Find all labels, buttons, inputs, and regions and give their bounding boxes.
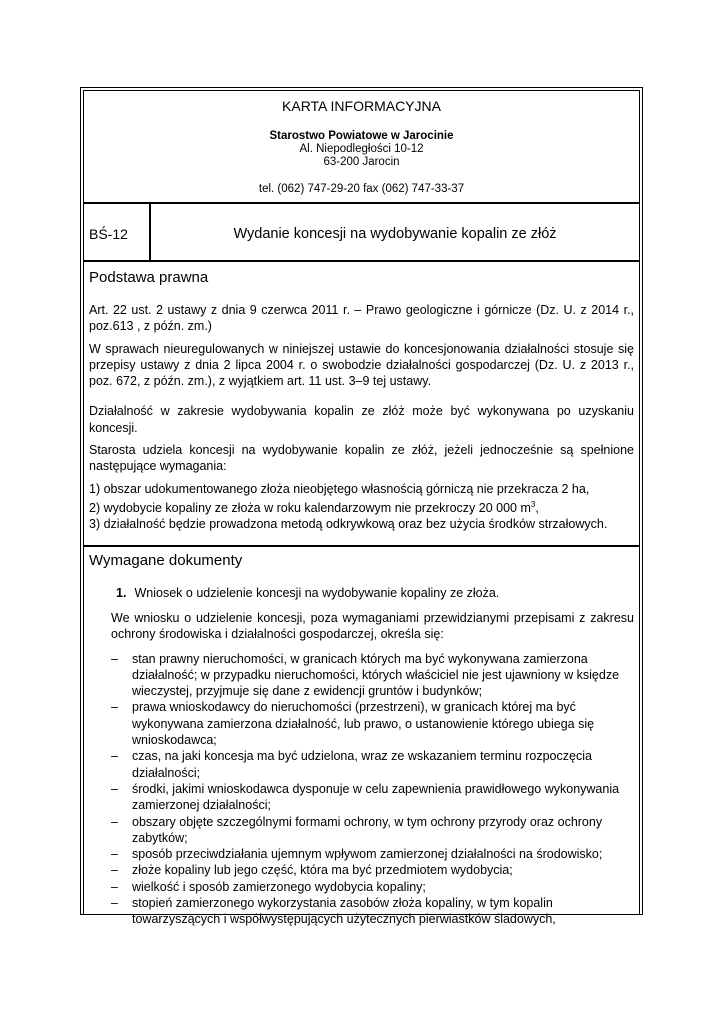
legal-paragraph-2: W sprawach nieuregulowanych w niniejszej ustawie do koncesjonowania działalności stosuje się przepisy ustawy z dnia 2 lipca 2004 r. o swobodzie działalności gospodarczej (Dz. U. z 2013 r., poz. 672, z późn. zm.), z wyjątkiem art. 11 ust. 3–9 tej ustawy. xyxy=(89,341,634,389)
office-city: 63-200 Jarocin xyxy=(323,156,400,168)
list-item: – prawa wnioskodawcy do nieruchomości (przestrzeni), w granicach której ma być wykonywana zamierzona działalność, lub prawo, o ustanowienie którego ubiega się wnioskodawca; xyxy=(111,700,595,748)
info-card-inner xyxy=(83,90,640,927)
document-item-1 xyxy=(116,585,634,601)
list-item: – stan prawny nieruchomości, w granicach których ma być wykonywana zamierzona działalność; w przypadku nieruchomości, których właściciel nie jest ujawniony w księdze wieczystej, przyjmuje się dane z ewidencji gruntów i budynków; xyxy=(111,651,620,699)
card-title: Wydanie koncesji na wydobywanie kopalin ze złóż xyxy=(233,226,557,242)
requirement-3: 3) działalność będzie prowadzona metodą odkrywkową oraz bez użycia środków strzałowych. xyxy=(89,517,608,532)
list-item: – środki, jakimi wnioskodawca dysponuje w celu zapewnienia prawidłowego wykonywania zamierzonej działalności; xyxy=(111,781,620,813)
application-intro: We wniosku o udzielenie koncesji, poza wymaganiami przewidzianymi przepisami z zakresu ochrony środowiska i działalności gospodarczej, określa się: xyxy=(111,611,634,642)
office-name: Starostwo Powiatowe w Jarocinie xyxy=(269,130,454,142)
legal-paragraph-1: Art. 22 ust. 2 ustawy z dnia 9 czerwca 2011 r. – Prawo geologiczne i górnicze (Dz. U. z 2014 r., poz.613 , z późn. zm.) xyxy=(89,303,634,334)
card-code: BŚ-12 xyxy=(84,204,151,260)
info-card-frame xyxy=(80,87,643,927)
list-item: – obszary objęte szczególnymi formami ochrony, w tym ochrony przyrody oraz ochrony zabytków; xyxy=(111,814,603,845)
document-item-text: Wniosek o udzielenie koncesji na wydobywanie kopaliny ze złoża. xyxy=(134,586,500,600)
office-contact: tel. (062) 747-29-20 fax (062) 747-33-37 xyxy=(258,183,465,195)
legal-basis-section xyxy=(84,262,639,547)
list-item: – stopień zamierzonego wykorzystania zasobów złoża kopaliny, w tym kopalin towarzyszących i współwystępujących użytecznych pierwiastków śladowych, xyxy=(111,896,556,927)
required-documents-section xyxy=(84,547,639,928)
card-header xyxy=(84,91,639,204)
card-header-title: KARTA INFORMACYJNA xyxy=(282,98,441,114)
list-item: – sposób przeciwdziałania ujemnym wpływom zamierzonej działalności na środowisko; xyxy=(111,847,603,862)
list-item: – złoże kopaliny lub jego część, która ma być przedmiotem wydobycia; xyxy=(111,863,513,878)
card-code-row xyxy=(84,204,639,262)
legal-paragraph-3: Działalność w zakresie wydobywania kopalin ze złóż może być wykonywana po uzyskaniu koncesji. xyxy=(89,404,634,435)
application-contents-list xyxy=(89,651,634,928)
document-item-number: 1. xyxy=(116,586,127,600)
requirement-1: 1) obszar udokumentowanego złoża nieobjętego własnością górniczą nie przekracza 2 ha, xyxy=(89,481,590,496)
requirements-list xyxy=(89,481,634,533)
list-item: – czas, na jaki koncesja ma być udzielona, wraz ze wskazaniem terminu rozpoczęcia działalności; xyxy=(111,749,592,780)
required-documents-heading: Wymagane dokumenty xyxy=(89,552,243,569)
list-item: – wielkość i sposób zamierzonego wydobycia kopaliny; xyxy=(111,879,426,894)
legal-paragraph-4: Starosta udziela koncesji na wydobywanie kopalin ze złóż, jeżeli jednocześnie są spełnione następujące wymagania: xyxy=(89,443,634,474)
office-street: Al. Niepodległości 10-12 xyxy=(299,143,424,155)
legal-basis-heading: Podstawa prawna xyxy=(89,269,209,286)
requirement-2: 2) wydobycie kopaliny ze złoża w roku kalendarzowym nie przekroczy 20 000 $m^3$, xyxy=(89,499,539,516)
